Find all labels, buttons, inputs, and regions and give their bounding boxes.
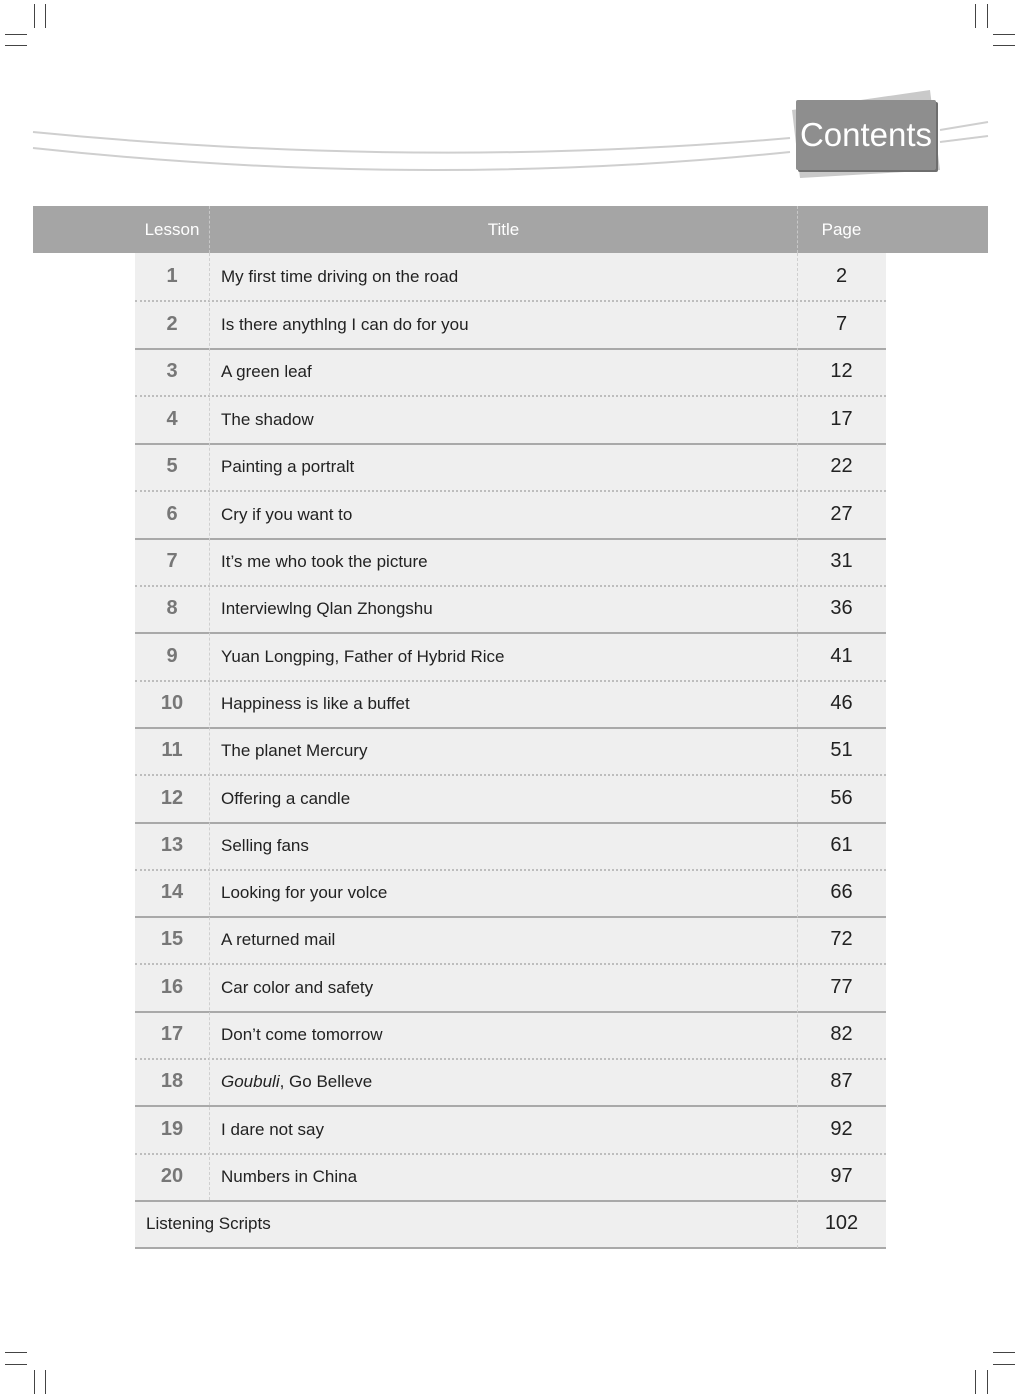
table-row[interactable] bbox=[135, 822, 886, 871]
page-number: 77 bbox=[830, 976, 853, 998]
lesson-number: 19 bbox=[160, 1118, 184, 1140]
page-number: 12 bbox=[830, 360, 853, 382]
lesson-number: 17 bbox=[160, 1023, 184, 1045]
crop-mark bbox=[34, 1370, 35, 1394]
page-number: 51 bbox=[830, 739, 853, 761]
crop-mark bbox=[993, 1364, 1015, 1365]
lesson-number: 13 bbox=[160, 834, 184, 856]
table-row[interactable] bbox=[135, 916, 886, 965]
crop-mark bbox=[45, 1370, 46, 1394]
table-row[interactable] bbox=[135, 301, 886, 350]
crop-mark bbox=[993, 45, 1015, 46]
table-row[interactable] bbox=[135, 727, 886, 776]
table-row[interactable] bbox=[135, 869, 886, 918]
crop-mark bbox=[987, 4, 988, 28]
header-divider bbox=[209, 206, 210, 253]
page-title: Contents bbox=[796, 100, 936, 170]
table-row-appendix[interactable] bbox=[135, 1200, 886, 1249]
lesson-title: It’s me who took the picture bbox=[221, 551, 428, 571]
page-number: 36 bbox=[830, 597, 853, 619]
header-divider bbox=[797, 206, 798, 253]
table-row[interactable] bbox=[135, 348, 886, 397]
crop-mark bbox=[5, 1352, 27, 1353]
lesson-number: 1 bbox=[166, 265, 178, 287]
page-number: 27 bbox=[830, 503, 853, 525]
lesson-title: Selling fans bbox=[221, 835, 309, 855]
lesson-title: My first time driving on the road bbox=[221, 266, 459, 286]
page-number: 31 bbox=[830, 550, 853, 572]
lesson-number: 4 bbox=[166, 408, 178, 430]
lesson-title-rest: , Go Belleve bbox=[279, 1071, 373, 1091]
lesson-number: 5 bbox=[166, 455, 178, 477]
lesson-title: The shadow bbox=[221, 409, 314, 429]
lesson-title: Interviewlng Qlan Zhongshu bbox=[221, 598, 433, 618]
lesson-number: 3 bbox=[166, 360, 178, 382]
lesson-title: A green leaf bbox=[221, 361, 312, 381]
lesson-title: Car color and safety bbox=[221, 977, 374, 997]
table-row[interactable] bbox=[135, 775, 886, 824]
column-divider bbox=[797, 253, 798, 1248]
page-number: 92 bbox=[830, 1118, 853, 1140]
lesson-number: 18 bbox=[160, 1070, 184, 1092]
table-row[interactable] bbox=[135, 1106, 886, 1155]
lesson-title: Cry if you want to bbox=[221, 504, 353, 524]
appendix-title: Listening Scripts bbox=[146, 1213, 271, 1233]
crop-mark bbox=[34, 4, 35, 28]
crop-mark bbox=[5, 1364, 27, 1365]
crop-mark bbox=[5, 34, 27, 35]
crop-mark bbox=[975, 1370, 976, 1394]
lesson-title: Offering a candle bbox=[221, 788, 351, 808]
table-row[interactable] bbox=[135, 396, 886, 445]
page-number: 102 bbox=[824, 1212, 859, 1234]
page-number: 41 bbox=[830, 645, 853, 667]
page-number: 2 bbox=[835, 265, 848, 287]
lesson-title: Yuan Longping, Father of Hybrid Rice bbox=[221, 646, 505, 666]
page-number: 46 bbox=[830, 692, 853, 714]
crop-mark bbox=[975, 4, 976, 28]
table-row[interactable] bbox=[135, 1058, 886, 1107]
table-row[interactable] bbox=[135, 1153, 886, 1202]
lesson-title: Happiness is like a buffet bbox=[221, 693, 410, 713]
column-header-title: Title bbox=[487, 219, 520, 239]
lesson-title: Don’t come tomorrow bbox=[221, 1024, 383, 1044]
column-header-lesson: Lesson bbox=[144, 219, 200, 239]
lesson-number: 14 bbox=[160, 881, 184, 903]
table-row[interactable] bbox=[135, 491, 886, 540]
lesson-title: A returned mail bbox=[221, 929, 336, 949]
lesson-number: 16 bbox=[160, 976, 184, 998]
lesson-title: Numbers in China bbox=[221, 1166, 358, 1186]
page-number: 66 bbox=[830, 881, 853, 903]
crop-mark bbox=[993, 34, 1015, 35]
lesson-number: 9 bbox=[166, 645, 178, 667]
column-divider bbox=[209, 253, 210, 1200]
page-number: 82 bbox=[830, 1023, 853, 1045]
table-row[interactable] bbox=[135, 253, 886, 302]
page-number: 97 bbox=[830, 1165, 853, 1187]
table-row[interactable] bbox=[135, 538, 886, 587]
lesson-number: 15 bbox=[160, 928, 184, 950]
lesson-number: 7 bbox=[166, 550, 178, 572]
page-number: 72 bbox=[830, 928, 853, 950]
lesson-number: 2 bbox=[166, 313, 178, 335]
table-row[interactable] bbox=[135, 443, 886, 492]
column-header-page: Page bbox=[821, 219, 862, 239]
table-row[interactable] bbox=[135, 633, 886, 682]
page-number: 17 bbox=[830, 408, 853, 430]
lesson-number: 8 bbox=[166, 597, 178, 619]
table-row[interactable] bbox=[135, 1011, 886, 1060]
lesson-title: Looking for your volce bbox=[221, 882, 388, 902]
table-row[interactable] bbox=[135, 680, 886, 729]
crop-mark bbox=[987, 1370, 988, 1394]
lesson-number: 12 bbox=[160, 787, 184, 809]
table-row[interactable] bbox=[135, 964, 886, 1013]
lesson-number: 10 bbox=[160, 692, 184, 714]
crop-mark bbox=[45, 4, 46, 28]
crop-mark bbox=[5, 45, 27, 46]
page-number: 87 bbox=[830, 1070, 853, 1092]
lesson-title-italic: Goubuli bbox=[221, 1071, 280, 1091]
lesson-title: Painting a portralt bbox=[221, 456, 355, 476]
lesson-number: 20 bbox=[160, 1165, 184, 1187]
lesson-number: 6 bbox=[166, 503, 178, 525]
table-row[interactable] bbox=[135, 585, 886, 634]
page-number: 56 bbox=[830, 787, 853, 809]
page-number: 7 bbox=[835, 313, 848, 335]
page-number: 22 bbox=[830, 455, 853, 477]
page-number: 61 bbox=[830, 834, 853, 856]
lesson-number: 11 bbox=[161, 739, 183, 761]
lesson-title: The planet Mercury bbox=[221, 740, 368, 760]
crop-mark bbox=[993, 1352, 1015, 1353]
lesson-title: Is there anythlng I can do for you bbox=[221, 314, 469, 334]
lesson-title: I dare not say bbox=[221, 1119, 325, 1139]
lesson-title bbox=[221, 1058, 372, 1105]
